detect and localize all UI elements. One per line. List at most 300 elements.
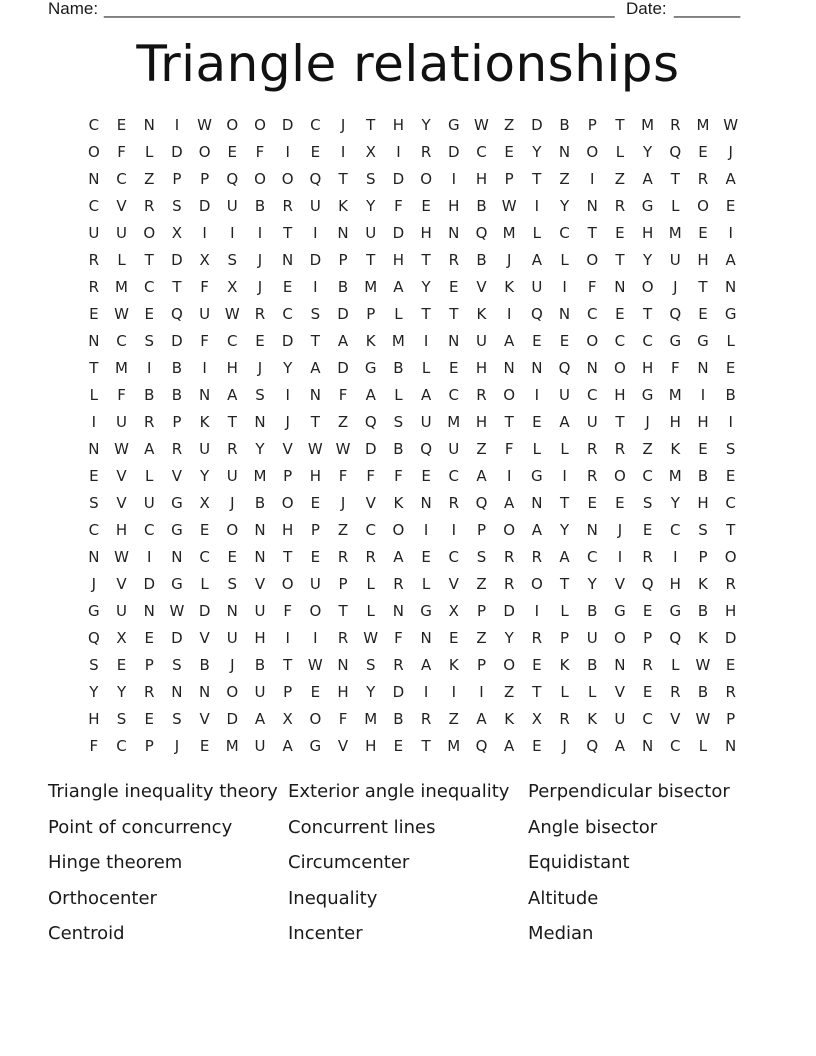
grid-letter: I bbox=[313, 278, 318, 296]
grid-letter: O bbox=[503, 656, 516, 674]
grid-letter: D bbox=[448, 143, 460, 161]
grid-letter: C bbox=[88, 116, 100, 134]
grid-letter: D bbox=[392, 683, 405, 701]
grid-letter: I bbox=[257, 224, 263, 242]
grid-letter: C bbox=[116, 332, 127, 350]
grid-letter: G bbox=[420, 602, 432, 620]
grid-letter: F bbox=[587, 278, 597, 296]
grid-letter: S bbox=[476, 548, 487, 566]
grid-letter: B bbox=[393, 440, 404, 458]
grid-letter: N bbox=[531, 359, 543, 377]
grid-letter: B bbox=[337, 278, 349, 296]
grid-letter: J bbox=[617, 521, 623, 539]
grid-letter: Z bbox=[476, 575, 487, 593]
grid-letter: N bbox=[448, 332, 460, 350]
grid-letter: I bbox=[423, 521, 429, 539]
grid-letter: L bbox=[117, 251, 126, 269]
word-list-item: Point of concurrency bbox=[48, 816, 233, 838]
grid-letter: A bbox=[337, 332, 349, 350]
grid-letter: M bbox=[447, 413, 461, 431]
grid-letter: O bbox=[198, 143, 211, 161]
grid-letter: H bbox=[614, 386, 626, 404]
grid-letter: A bbox=[227, 386, 238, 404]
grid-letter: R bbox=[88, 278, 100, 296]
grid-letter: K bbox=[698, 575, 708, 593]
grid-letter: L bbox=[588, 683, 597, 701]
grid-letter: R bbox=[448, 494, 459, 512]
grid-letter: L bbox=[421, 359, 431, 377]
word-list-item: Median bbox=[528, 923, 594, 945]
grid-letter: W bbox=[695, 710, 711, 728]
grid-letter: L bbox=[532, 440, 542, 458]
grid-letter: T bbox=[449, 305, 459, 323]
grid-letter: O bbox=[641, 278, 654, 296]
grid-letter: D bbox=[309, 251, 322, 269]
grid-letter: E bbox=[89, 467, 99, 485]
grid-letter: E bbox=[725, 467, 736, 485]
grid-letter: E bbox=[449, 629, 459, 647]
grid-letter: Y bbox=[559, 521, 570, 539]
grid-letter: W bbox=[307, 656, 323, 674]
grid-letter: S bbox=[698, 521, 708, 539]
grid-letter: Q bbox=[669, 629, 682, 647]
grid-row bbox=[80, 139, 746, 166]
grid-letter: K bbox=[199, 413, 210, 431]
grid-letter: Q bbox=[87, 629, 100, 647]
grid-letter: K bbox=[559, 656, 570, 674]
word-list-item: Centroid bbox=[48, 923, 125, 945]
grid-letter: C bbox=[227, 332, 238, 350]
grid-letter: D bbox=[392, 170, 405, 188]
grid-letter: E bbox=[199, 737, 210, 755]
grid-letter: L bbox=[560, 440, 569, 458]
grid-letter: P bbox=[587, 116, 597, 134]
grid-letter: P bbox=[144, 656, 154, 674]
grid-letter: Y bbox=[587, 575, 597, 593]
grid-letter: F bbox=[338, 467, 348, 485]
grid-letter: C bbox=[199, 548, 210, 566]
grid-letter: M bbox=[641, 116, 655, 134]
grid-letter: S bbox=[144, 332, 154, 350]
grid-letter: Q bbox=[226, 170, 239, 188]
grid-letter: I bbox=[451, 683, 456, 701]
grid-letter: S bbox=[227, 251, 238, 269]
grid-letter: E bbox=[227, 548, 238, 566]
grid-letter: F bbox=[394, 197, 403, 215]
grid-letter: N bbox=[198, 386, 211, 404]
grid-letter: O bbox=[226, 116, 239, 134]
grid-letter: E bbox=[725, 359, 736, 377]
grid-row bbox=[80, 355, 746, 382]
grid-letter: A bbox=[614, 737, 626, 755]
grid-letter: A bbox=[476, 467, 487, 485]
grid-letter: H bbox=[365, 737, 377, 755]
grid-letter: V bbox=[614, 575, 626, 593]
grid-letter: C bbox=[670, 737, 681, 755]
grid-letter: W bbox=[169, 602, 185, 620]
grid-letter: H bbox=[392, 116, 405, 134]
grid-letter: N bbox=[171, 683, 183, 701]
grid-letter: U bbox=[586, 413, 598, 431]
grid-letter: T bbox=[615, 251, 625, 269]
grid-letter: U bbox=[309, 197, 321, 215]
grid-letter: M bbox=[668, 386, 682, 404]
grid-letter: X bbox=[227, 278, 238, 296]
grid-letter: O bbox=[254, 170, 266, 188]
grid-letter: R bbox=[393, 575, 404, 593]
grid-letter: P bbox=[338, 575, 348, 593]
grid-letter: B bbox=[476, 197, 487, 215]
grid-letter: R bbox=[227, 440, 238, 458]
grid-letter: L bbox=[726, 332, 735, 350]
grid-letter: E bbox=[615, 305, 625, 323]
grid-letter: N bbox=[88, 548, 100, 566]
grid-letter: F bbox=[394, 629, 403, 647]
grid-letter: R bbox=[420, 143, 432, 161]
grid-letter: H bbox=[641, 224, 654, 242]
grid-letter: I bbox=[506, 467, 512, 485]
grid-letter: O bbox=[226, 683, 239, 701]
grid-letter: M bbox=[668, 224, 682, 242]
grid-letter: B bbox=[393, 359, 404, 377]
grid-letter: T bbox=[670, 170, 680, 188]
grid-letter: J bbox=[340, 494, 346, 512]
grid-letter: Y bbox=[504, 629, 514, 647]
grid-letter: E bbox=[559, 332, 570, 350]
grid-letter: V bbox=[116, 494, 127, 512]
grid-letter: P bbox=[283, 467, 293, 485]
grid-letter: C bbox=[143, 521, 155, 539]
grid-letter: I bbox=[728, 224, 733, 242]
grid-letter: G bbox=[88, 602, 100, 620]
grid-letter: N bbox=[171, 548, 183, 566]
grid-letter: N bbox=[309, 386, 321, 404]
grid-letter: C bbox=[476, 143, 487, 161]
grid-letter: L bbox=[200, 575, 209, 593]
grid-letter: I bbox=[147, 548, 152, 566]
grid-letter: A bbox=[531, 251, 542, 269]
grid-letter: O bbox=[614, 467, 626, 485]
grid-letter: R bbox=[503, 575, 515, 593]
grid-letter: F bbox=[338, 386, 348, 404]
grid-letter: E bbox=[504, 143, 514, 161]
grid-letter: E bbox=[227, 143, 238, 161]
grid-letter: O bbox=[254, 116, 266, 134]
grid-row bbox=[80, 166, 746, 193]
grid-letter: Q bbox=[669, 143, 682, 161]
grid-letter: Z bbox=[337, 413, 349, 431]
grid-letter: F bbox=[117, 386, 126, 404]
grid-letter: J bbox=[645, 413, 650, 431]
grid-letter: E bbox=[310, 683, 321, 701]
grid-letter: V bbox=[282, 440, 293, 458]
grid-letter: D bbox=[171, 629, 183, 647]
grid-letter: O bbox=[226, 521, 239, 539]
grid-letter: G bbox=[641, 197, 654, 215]
grid-letter: N bbox=[420, 494, 432, 512]
grid-letter: M bbox=[115, 278, 128, 296]
grid-letter: Q bbox=[530, 305, 543, 323]
grid-letter: I bbox=[534, 197, 540, 215]
grid-letter: D bbox=[724, 629, 737, 647]
grid-letter: E bbox=[116, 116, 127, 134]
date-label: Date: bbox=[626, 0, 667, 18]
grid-letter: J bbox=[257, 251, 263, 269]
grid-letter: A bbox=[559, 548, 570, 566]
grid-letter: U bbox=[254, 602, 266, 620]
grid-letter: Y bbox=[366, 683, 376, 701]
grid-letter: U bbox=[226, 197, 238, 215]
grid-letter: G bbox=[697, 332, 709, 350]
grid-letter: M bbox=[225, 737, 239, 755]
grid-letter: C bbox=[143, 278, 155, 296]
grid-letter: Q bbox=[171, 305, 183, 323]
grid-letter: U bbox=[226, 629, 238, 647]
word-list-item: Incenter bbox=[288, 923, 363, 945]
grid-letter: O bbox=[309, 710, 322, 728]
grid-letter: H bbox=[115, 521, 128, 539]
grid-letter: M bbox=[253, 467, 267, 485]
grid-letter: E bbox=[89, 305, 99, 323]
grid-letter: U bbox=[448, 440, 460, 458]
grid-letter: L bbox=[560, 683, 569, 701]
grid-letter: D bbox=[337, 359, 349, 377]
grid-letter: Q bbox=[475, 494, 488, 512]
grid-letter: Q bbox=[641, 575, 654, 593]
grid-letter: R bbox=[337, 548, 349, 566]
grid-row bbox=[80, 571, 746, 598]
word-list-item: Inequality bbox=[288, 887, 378, 909]
grid-row bbox=[80, 490, 746, 517]
grid-letter: M bbox=[696, 116, 710, 134]
grid-letter: I bbox=[617, 548, 623, 566]
grid-letter: F bbox=[338, 710, 348, 728]
grid-letter: Z bbox=[448, 710, 459, 728]
grid-letter: Z bbox=[642, 440, 653, 458]
grid-letter: D bbox=[171, 332, 183, 350]
grid-letter: U bbox=[88, 224, 100, 242]
grid-letter: W bbox=[307, 440, 323, 458]
grid-letter: B bbox=[725, 386, 736, 404]
grid-letter: X bbox=[365, 143, 376, 161]
grid-row bbox=[80, 598, 746, 625]
grid-letter: L bbox=[615, 143, 625, 161]
grid-letter: J bbox=[673, 278, 678, 296]
grid-letter: N bbox=[558, 305, 571, 323]
grid-letter: W bbox=[723, 116, 739, 134]
grid-letter: L bbox=[671, 656, 680, 674]
grid-letter: F bbox=[283, 602, 292, 620]
grid-letter: U bbox=[226, 467, 238, 485]
grid-letter: J bbox=[728, 143, 733, 161]
word-list-item: Hinge theorem bbox=[48, 852, 183, 874]
grid-letter: I bbox=[700, 386, 706, 404]
grid-row bbox=[80, 301, 746, 328]
grid-letter: E bbox=[144, 629, 154, 647]
grid-row bbox=[80, 193, 746, 220]
grid-letter: Q bbox=[364, 413, 377, 431]
grid-letter: G bbox=[669, 602, 682, 620]
grid-letter: I bbox=[91, 413, 97, 431]
grid-letter: S bbox=[172, 710, 182, 728]
grid-letter: H bbox=[725, 602, 737, 620]
grid-letter: H bbox=[282, 521, 294, 539]
grid-letter: C bbox=[116, 737, 127, 755]
grid-letter: C bbox=[586, 305, 598, 323]
grid-letter: Y bbox=[366, 197, 376, 215]
grid-letter: E bbox=[255, 332, 265, 350]
grid-letter: T bbox=[172, 278, 182, 296]
grid-letter: U bbox=[116, 224, 128, 242]
grid-letter: E bbox=[310, 143, 321, 161]
grid-letter: U bbox=[309, 575, 321, 593]
grid-letter: V bbox=[365, 494, 376, 512]
grid-letter: U bbox=[116, 602, 128, 620]
grid-letter: R bbox=[476, 386, 487, 404]
grid-letter: D bbox=[171, 251, 183, 269]
grid-letter: J bbox=[257, 278, 263, 296]
grid-letter: S bbox=[642, 494, 653, 512]
grid-letter: I bbox=[451, 521, 456, 539]
grid-letter: T bbox=[310, 413, 320, 431]
grid-letter: T bbox=[283, 656, 293, 674]
grid-letter: T bbox=[615, 116, 625, 134]
grid-letter: T bbox=[421, 251, 431, 269]
grid-letter: O bbox=[281, 494, 294, 512]
grid-letter: R bbox=[282, 197, 293, 215]
grid-letter: A bbox=[531, 521, 542, 539]
grid-letter: R bbox=[614, 197, 626, 215]
grid-letter: I bbox=[313, 224, 318, 242]
grid-letter: E bbox=[725, 197, 736, 215]
grid-letter: V bbox=[254, 575, 266, 593]
grid-letter: B bbox=[587, 656, 598, 674]
grid-letter: R bbox=[144, 683, 155, 701]
grid-letter: R bbox=[503, 548, 515, 566]
grid-letter: L bbox=[89, 386, 99, 404]
grid-letter: E bbox=[532, 737, 542, 755]
grid-letter: P bbox=[310, 521, 320, 539]
grid-letter: H bbox=[697, 494, 709, 512]
grid-letter: N bbox=[88, 170, 100, 188]
grid-letter: T bbox=[310, 332, 320, 350]
grid-letter: B bbox=[476, 251, 487, 269]
grid-letter: T bbox=[421, 737, 431, 755]
grid-letter: K bbox=[365, 332, 376, 350]
grid-letter: S bbox=[172, 656, 182, 674]
grid-letter: H bbox=[697, 413, 709, 431]
grid-letter: I bbox=[174, 116, 180, 134]
grid-letter: G bbox=[171, 521, 183, 539]
grid-letter: P bbox=[560, 629, 570, 647]
grid-letter: H bbox=[448, 197, 460, 215]
grid-letter: I bbox=[673, 548, 678, 566]
grid-letter: I bbox=[562, 467, 567, 485]
grid-letter: E bbox=[449, 359, 459, 377]
grid-letter: J bbox=[340, 116, 346, 134]
grid-letter: B bbox=[393, 710, 404, 728]
grid-letter: V bbox=[670, 710, 681, 728]
grid-letter: P bbox=[283, 683, 293, 701]
grid-letter: W bbox=[114, 548, 129, 566]
grid-letter: E bbox=[642, 521, 653, 539]
grid-letter: Y bbox=[643, 251, 653, 269]
grid-letter: N bbox=[198, 683, 211, 701]
grid-letter: P bbox=[698, 548, 708, 566]
grid-letter: I bbox=[423, 332, 429, 350]
grid-letter: I bbox=[202, 359, 207, 377]
grid-letter: X bbox=[199, 494, 210, 512]
grid-letter: T bbox=[587, 224, 597, 242]
grid-letter: W bbox=[224, 305, 240, 323]
grid-letter: Q bbox=[558, 359, 571, 377]
grid-letter: G bbox=[171, 494, 183, 512]
grid-letter: C bbox=[116, 170, 127, 188]
grid-letter: B bbox=[171, 359, 183, 377]
grid-letter: K bbox=[504, 710, 515, 728]
grid-letter: M bbox=[364, 710, 378, 728]
grid-letter: N bbox=[254, 548, 266, 566]
grid-letter: M bbox=[364, 278, 378, 296]
grid-letter: Y bbox=[532, 143, 542, 161]
grid-letter: R bbox=[254, 305, 266, 323]
grid-letter: I bbox=[423, 683, 429, 701]
grid-letter: A bbox=[144, 440, 155, 458]
grid-letter: N bbox=[226, 602, 238, 620]
grid-letter: Y bbox=[283, 359, 293, 377]
grid-letter: R bbox=[642, 548, 653, 566]
grid-letter: T bbox=[698, 278, 708, 296]
grid-letter: T bbox=[532, 170, 542, 188]
grid-letter: U bbox=[420, 413, 432, 431]
grid-letter: V bbox=[171, 467, 183, 485]
grid-letter: P bbox=[643, 629, 653, 647]
grid-letter: N bbox=[88, 440, 100, 458]
grid-row bbox=[80, 409, 746, 436]
grid-letter: R bbox=[670, 683, 681, 701]
grid-letter: R bbox=[697, 170, 709, 188]
grid-letter: O bbox=[420, 170, 432, 188]
grid-letter: J bbox=[230, 656, 235, 674]
grid-letter: A bbox=[476, 710, 487, 728]
grid-letter: W bbox=[501, 197, 517, 215]
grid-letter: U bbox=[199, 305, 211, 323]
grid-letter: S bbox=[172, 197, 182, 215]
grid-letter: E bbox=[199, 521, 210, 539]
grid-letter: R bbox=[420, 710, 432, 728]
grid-letter: S bbox=[365, 170, 376, 188]
grid-letter: F bbox=[504, 440, 514, 458]
grid-letter: A bbox=[393, 278, 404, 296]
grid-letter: H bbox=[475, 170, 488, 188]
grid-letter: R bbox=[531, 629, 543, 647]
grid-letter: U bbox=[143, 494, 155, 512]
grid-letter: H bbox=[420, 224, 432, 242]
name-label: Name: bbox=[48, 0, 99, 18]
grid-row bbox=[80, 517, 746, 544]
grid-letter: O bbox=[281, 170, 294, 188]
grid-letter: R bbox=[559, 710, 570, 728]
grid-letter: P bbox=[172, 413, 182, 431]
grid-row bbox=[80, 247, 746, 274]
grid-letter: N bbox=[254, 521, 266, 539]
grid-letter: E bbox=[642, 683, 653, 701]
grid-row bbox=[80, 382, 746, 409]
grid-row bbox=[80, 274, 746, 301]
grid-letter: E bbox=[282, 278, 293, 296]
grid-letter: B bbox=[587, 602, 598, 620]
grid-letter: D bbox=[226, 710, 239, 728]
